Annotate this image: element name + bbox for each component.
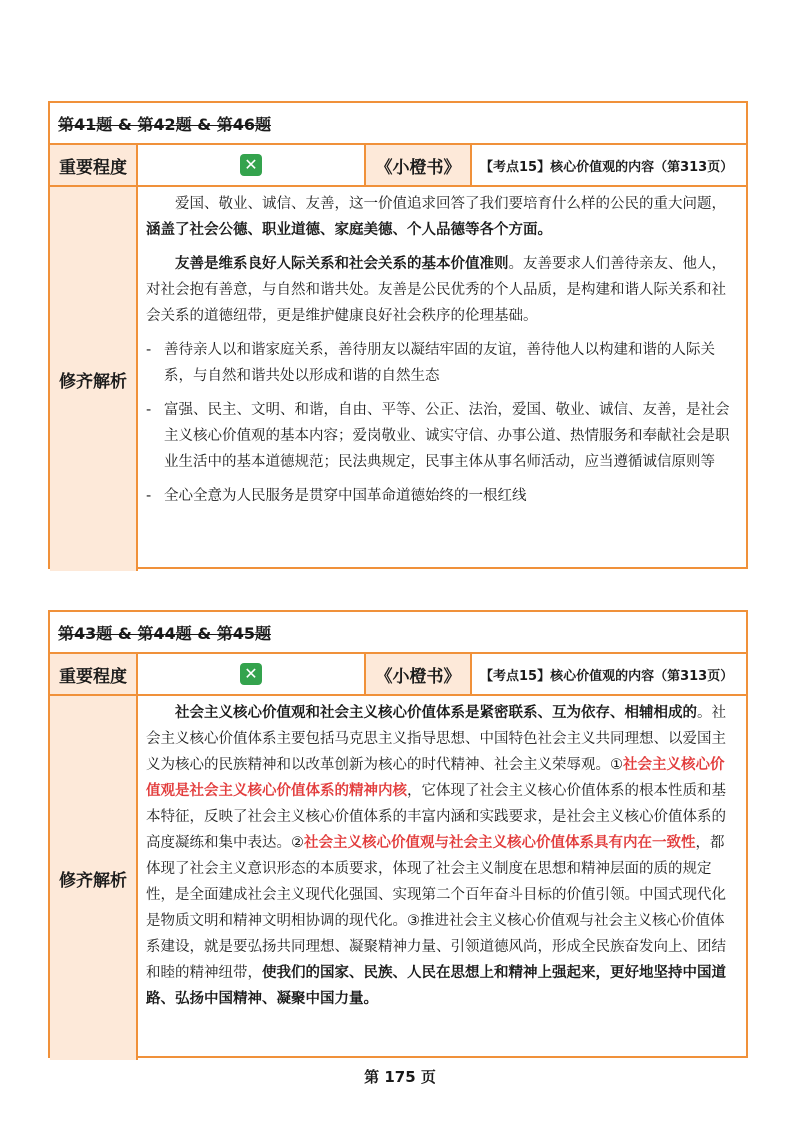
page-number: 第 175 页 bbox=[364, 1068, 436, 1086]
list-item: - 全心全意为人民服务是贯穿中国革命道德始终的一根红线 bbox=[146, 488, 527, 504]
question-card-1 bbox=[48, 101, 748, 569]
analysis-label: 修齐解析 bbox=[50, 696, 138, 1060]
importance-label: 重要程度 bbox=[50, 654, 138, 694]
importance-value bbox=[138, 145, 366, 185]
reference-text: 【考点15】核心价值观的内容（第313页） bbox=[480, 159, 734, 175]
list-item: - 善待亲人以和谐家庭关系，善待朋友以凝结牢固的友谊，善待他人以构建和谐的人际关系，与自然和谐共处以形成和谐的自然生态 bbox=[146, 342, 715, 384]
analysis-content bbox=[138, 696, 746, 1060]
cross-mark-icon: ✕ bbox=[240, 154, 262, 176]
analysis-row bbox=[50, 187, 746, 571]
analysis-label: 修齐解析 bbox=[50, 187, 138, 571]
question-title: 第41题 & 第42题 & 第46题 bbox=[50, 103, 746, 145]
question-card-2 bbox=[48, 610, 748, 1058]
analysis-row bbox=[50, 696, 746, 1060]
paragraph: 社会主义核心价值观和社会主义核心价值体系是紧密联系、互为依存、相辅相成的。社会主义核心价值体系主要包括马克思主义指导思想、中国特色社会主义共同理想、以爱国主义为核心的民族精神和以改革创新为核心的时代精神、社会主义荣辱观。①社会主义核心价值观是社会主义核心价值体系的精神内核，它体现了社会主义核心价值体系的根本性质和基本特征，反映了社会主义核心价值体系的丰富内涵和实践要求，是社会主义核心价值体系的高度凝练和集中表达。②社会主义核心价值观与社会主义核心价值体系具有内在一致性，都体现了社会主义意识形态的本质要求，体现了社会主义制度在思想和精神层面的质的规定性，是全面建成社会主义现代化强国、实现第二个百年奋斗目标的价值引领。中国式现代化是物质文明和精神文明相协调的现代化。③推进社会主义核心价值观与社会主义核心价值体系建设，就是要弘扬共同理想、凝聚精神力量、引领道德风尚，形成全民族奋发向上、团结和睦的精神纽带，使我们的国家、民族、人民在思想上和精神上强起来，更好地坚持中国道路、弘扬中国精神、凝聚中国力量。 bbox=[146, 705, 726, 1007]
analysis-content bbox=[138, 187, 746, 571]
importance-label: 重要程度 bbox=[50, 145, 138, 185]
importance-row bbox=[50, 145, 746, 187]
cross-mark-icon: ✕ bbox=[240, 663, 262, 685]
book-label: 《小橙书》 bbox=[366, 654, 472, 694]
question-title: 第43题 & 第44题 & 第45题 bbox=[50, 612, 746, 654]
importance-row bbox=[50, 654, 746, 696]
paragraph: 友善是维系良好人际关系和社会关系的基本价值准则。友善要求人们善待亲友、他人，对社会抱有善意，与自然和谐共处。友善是公民优秀的个人品质，是构建和谐人际关系和社会关系的道德纽带，更是维护健康良好社会秩序的伦理基础。 bbox=[146, 256, 726, 324]
list-item: - 富强、民主、文明、和谐，自由、平等、公正、法治，爱国、敬业、诚信、友善，是社会主义核心价值观的基本内容；爱岗敬业、诚实守信、办事公道、热情服务和奉献社会是职业生活中的基本道德规范；民法典规定，民事主体从事名师活动，应当遵循诚信原则等 bbox=[146, 402, 730, 470]
reference-text: 【考点15】核心价值观的内容（第313页） bbox=[480, 668, 734, 684]
importance-value bbox=[138, 654, 366, 694]
book-label: 《小橙书》 bbox=[366, 145, 472, 185]
paragraph: 爱国、敬业、诚信、友善，这一价值追求回答了我们要培育什么样的公民的重大问题，涵盖了社会公德、职业道德、家庭美德、个人品德等各个方面。 bbox=[146, 196, 726, 238]
